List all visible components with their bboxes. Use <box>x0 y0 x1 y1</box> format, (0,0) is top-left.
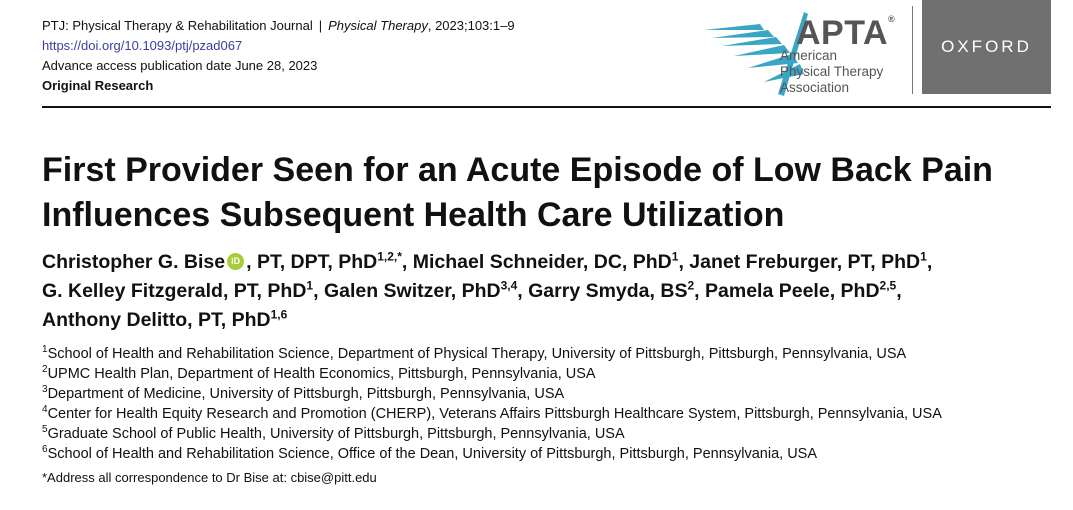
correspondence-note: *Address all correspondence to Dr Bise at: cbise@pitt.edu <box>42 470 377 485</box>
affiliation: $^5$Graduate School of Public Health, University of Pittsburgh, Pittsburgh, Pennsylvania, USA <box>42 424 625 442</box>
journal-citation: Physical Therapy <box>328 18 428 33</box>
author[interactable]: Galen Switzer, PhD$^{3,4}$, <box>323 278 529 302</box>
author[interactable]: Janet Freburger, PT, PhD$^1$, <box>689 249 933 273</box>
title-line-2: Influences Subsequent Health Care Utilization <box>42 196 785 234</box>
affiliation: $^6$School of Health and Rehabilitation Science, Office of the Dean, University of Pittsburgh, Pittsburgh, Pennsylvania, USA <box>42 444 818 462</box>
apta-wordmark: APTA® <box>796 14 896 52</box>
advance-access-date: Advance access publication date June 28, 2023 <box>42 58 318 73</box>
separator: | <box>318 18 323 33</box>
author[interactable]: Garry Smyda, $BS^2$, <box>528 278 705 302</box>
author[interactable]: Anthony Delitto, PT, PhD$^{1,6}$ <box>42 307 288 331</box>
citation-detail: , 2023;103:1–9 <box>427 18 515 33</box>
author[interactable]: Michael Schneider, DC, PhD$^1$, <box>412 249 690 273</box>
orcid-icon[interactable]: iD <box>227 253 244 270</box>
affiliation: $^4$Center for Health Equity Research and Promotion (CHERP), Veterans Affairs Pittsburgh Healthcare System, Pittsburgh, Pennsylvania, USA <box>42 404 942 422</box>
logo-divider <box>912 6 913 94</box>
journal-name: PTJ: Physical Therapy & Rehabilitation Journal <box>42 18 313 33</box>
doi-link[interactable]: https://doi.org/10.1093/ptj/pzad067 <box>42 38 243 53</box>
journal-header <box>42 16 515 96</box>
title-line-1: First Provider Seen for an Acute Episode of Low Back Pain <box>42 151 993 189</box>
author-list <box>42 248 1062 335</box>
author[interactable]: Christopher G. Bise iD , PT, DPT, PhD$^{1,2,*}$, <box>42 249 413 273</box>
affiliations <box>42 344 942 464</box>
header-rule <box>42 106 1051 108</box>
oxford-logo: OXFORD <box>922 0 1051 94</box>
affiliation: $^1$School of Health and Rehabilitation Science, Department of Physical Therapy, University of Pittsburgh, Pittsburgh, Pennsylvania, USA <box>42 344 907 362</box>
article-title <box>42 148 1062 238</box>
apta-logo <box>704 0 914 96</box>
author[interactable]: Pamela Peele, PhD$^{2,5}$, <box>705 278 902 302</box>
affiliation: $^3$Department of Medicine, University of Pittsburgh, Pittsburgh, Pennsylvania, USA <box>42 384 565 402</box>
author[interactable]: G. Kelley Fitzgerald, PT, PhD$^1$, <box>42 278 324 302</box>
apta-subtitle: American Physical Therapy Association <box>780 48 884 95</box>
journal-line <box>42 16 515 36</box>
affiliation: $^2$UPMC Health Plan, Department of Health Economics, Pittsburgh, Pennsylvania, USA <box>42 364 596 382</box>
article-type: Original Research <box>42 78 154 93</box>
